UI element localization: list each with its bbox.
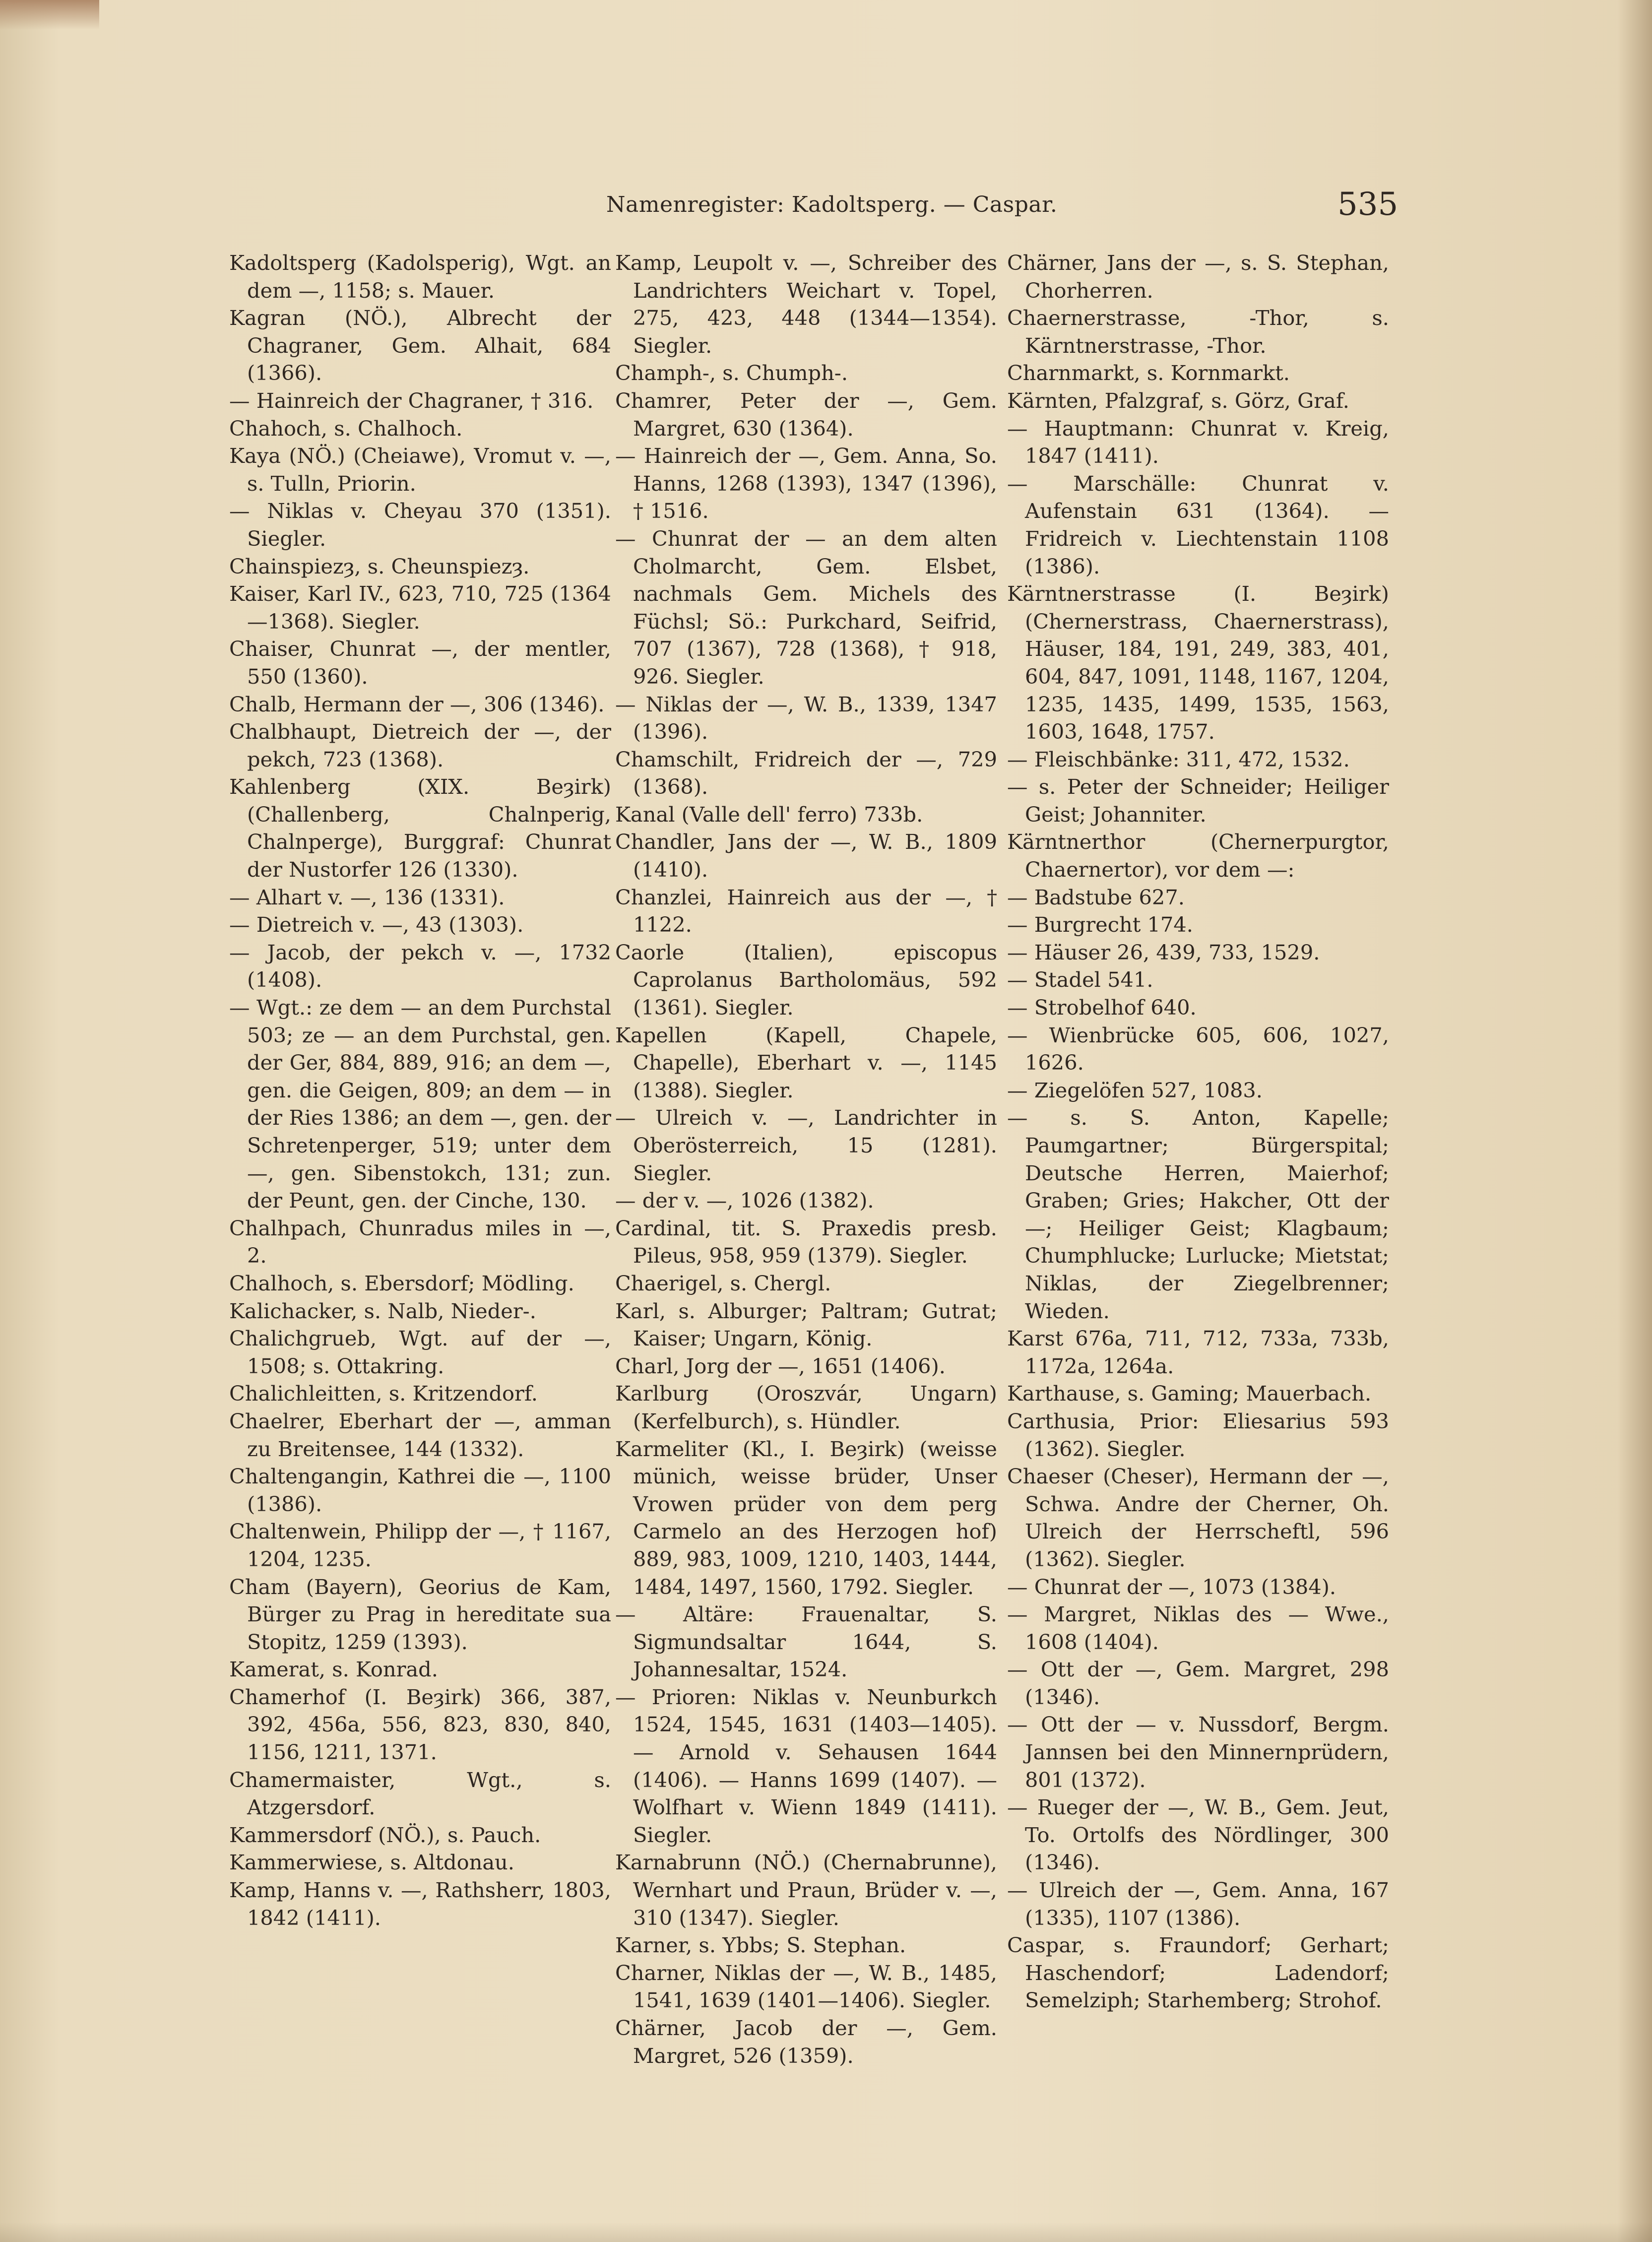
index-entry: Caspar, s. Fraundorf; Gerhart; Haschendorf; Ladendorf; Semelziph; Starhemberg; Strohof. [1007,1933,1389,2013]
index-entry: Chainspiezȝ, s. Cheunspiezȝ. [229,554,530,578]
index-entry: Charner, Niklas der —, W. B., 1485, 1541, 1639 (1401—1406). Siegler. [615,1960,997,2013]
index-entry: — Wienbrücke 605, 606, 1027, 1626. [1007,1023,1389,1075]
index-entry: Kalichacker, s. Nalb, Nieder-. [229,1298,536,1323]
index-entry: — Häuser 26, 439, 733, 1529. [1007,940,1320,964]
index-entry: Chalb, Hermann der —, 306 (1346). [229,692,605,716]
index-entry: Chaernerstrasse, -Thor, s. Kärntnerstrasse, -Thor. [1007,306,1389,358]
index-entry: Chamschilt, Fridreich der —, 729 (1368). [615,747,997,799]
index-entry: — Prioren: Niklas v. Neunburkch 1524, 1545, 1631 (1403—1405). — Arnold v. Sehausen 1644 (1406). — Hanns 1699 (1407). — Wolfhart v. Wienn 1849 (1411). Siegler. [615,1684,997,1847]
index-entry: — der v. —, 1026 (1382). [615,1188,874,1213]
index-entry: Charnmarkt, s. Kornmarkt. [1007,361,1290,385]
index-entry: Kammersdorf (NÖ.), s. Pauch. [229,1822,541,1847]
index-entry: Karst 676a, 711, 712, 733a, 733b, 1172a, 1264a. [1007,1326,1389,1378]
index-entry: — Strobelhof 640. [1007,995,1197,1020]
index-column-2 [615,249,997,2069]
index-column-3 [1007,249,1389,2014]
index-entry: — Alhart v. —, 136 (1331). [229,885,505,909]
index-entry: Kärnten, Pfalzgraf, s. Görz, Graf. [1007,388,1349,413]
index-entry: Kärntnerthor (Chernerpurgtor, Chaernertor), vor dem —: [1007,830,1389,882]
paper-stain [0,0,99,30]
index-entry: Chahoch, s. Chalhoch. [229,416,463,441]
index-entry: — Fleischbänke: 311, 472, 1532. [1007,747,1350,771]
index-entry: Karnabrunn (NÖ.) (Chernabrunne), Wernhart und Praun, Brüder v. —, 310 (1347). Siegler. [615,1850,997,1930]
index-entry: Kapellen (Kapell, Chapele, Chapelle), Eberhart v. —, 1145 (1388). Siegler. [615,1023,997,1102]
index-entry: — s. S. Anton, Kapelle; Paumgartner; Bürgerspital; Deutsche Herren, Maierhof; Graben; Gries; Hakcher, Ott der —; Heiliger Geist; Klagbaum; Chumphlucke; Lurlucke; Mietstat; Niklas, der Ziegelbrenner; Wieden. [1007,1105,1389,1323]
index-entry: — Burgrecht 174. [1007,912,1193,937]
index-entry: Kammerwiese, s. Altdonau. [229,1850,514,1875]
index-entry: Chalichgrueb, Wgt. auf der —, 1508; s. Ottakring. [229,1326,611,1378]
index-entry: Chanzlei, Hainreich aus der —, † 1122. [615,885,997,937]
index-entry: — Hainreich der —, Gem. Anna, So. Hanns, 1268 (1393), 1347 (1396), † 1516. [615,444,997,523]
index-entry: Karlburg (Oroszvár, Ungarn) (Kerfelburch), s. Hündler. [615,1381,997,1433]
index-entry: Chandler, Jans der —, W. B., 1809 (1410). [615,830,997,882]
index-entry: — Jacob, der pekch v. —, 1732 (1408). [229,940,611,992]
index-entry: — Chunrat der —, 1073 (1384). [1007,1574,1336,1599]
index-entry: Chalichleitten, s. Kritzendorf. [229,1381,538,1406]
index-entry: — Ziegelöfen 527, 1083. [1007,1078,1263,1102]
index-entry: Kagran (NÖ.), Albrecht der Chagraner, Gem. Alhait, 684 (1366). [229,306,611,385]
running-header: Namenregister: Kadoltsperg. — Caspar. [606,192,1058,217]
index-entry: Chaiser, Chunrat —, der mentler, 550 (1360). [229,637,611,689]
index-entry: — Badstube 627. [1007,885,1185,909]
index-entry: Kahlenberg (XIX. Beȝirk) (Challenberg, Chalnperig, Chalnperge), Burggraf: Chunrat der Nustorfer 126 (1330). [229,774,611,882]
index-entry: Karner, s. Ybbs; S. Stephan. [615,1933,906,1958]
index-entry: Caorle (Italien), episcopus Caprolanus Bartholomäus, 592 (1361). Siegler. [615,940,997,1020]
index-entry: — Altäre: Frauenaltar, S. Sigmundsaltar 1644, S. Johannesaltar, 1524. [615,1602,997,1682]
index-entry: — Marschälle: Chunrat v. Aufenstain 631 (1364). — Fridreich v. Liechtenstain 1108 (1386). [1007,471,1389,578]
page-bottom-shadow [0,2222,1652,2242]
index-entry: Kaya (NÖ.) (Cheiawe), Vromut v. —, s. Tulln, Priorin. [229,444,611,496]
index-entry: — Wgt.: ze dem — an dem Purchstal 503; ze — an dem Purchstal, gen. der Ger, 884, 889, 916; an dem —, gen. die Geigen, 809; an dem — in der Ries 1386; an dem —, gen. der Schretenperger, 519; unter dem —, gen. Sibenstokch, 131; zun. der Peunt, gen. der Cinche, 130. [229,995,611,1213]
index-entry: Kadoltsperg (Kadolsperig), Wgt. an dem —, 1158; s. Mauer. [229,251,611,303]
index-entry: Karmeliter (Kl., I. Beȝirk) (weisse münich, weisse brüder, Unser Vrowen prüder von dem perg Carmelo an des Herzogen hof) 889, 983, 1009, 1210, 1403, 1444, 1484, 1497, 1560, 1792. Siegler. [615,1436,997,1599]
index-entry: Karl, s. Alburger; Paltram; Gutrat; Kaiser; Ungarn, König. [615,1298,997,1351]
index-entry: — Niklas v. Cheyau 370 (1351). Siegler. [229,499,611,551]
index-entry: Carthusia, Prior: Eliesarius 593 (1362). Siegler. [1007,1409,1389,1461]
index-entry: — s. Peter der Schneider; Heiliger Geist; Johanniter. [1007,774,1389,827]
index-entry: Kamp, Leupolt v. —, Schreiber des Landrichters Weichart v. Topel, 275, 423, 448 (1344—1354). Siegler. [615,251,997,358]
index-entry: — Ott der — v. Nussdorf, Bergm. Jannsen bei den Minnernprüdern, 801 (1372). [1007,1712,1389,1792]
page-edge-shadow [1617,0,1652,2242]
index-entry: Chalhpach, Chunradus miles in —, 2. [229,1216,611,1268]
index-entry: — Hauptmann: Chunrat v. Kreig, 1847 (1411). [1007,416,1389,468]
index-entry: Chaeser (Cheser), Hermann der —, Schwa. Andre der Cherner, Oh. Ulreich der Herrscheftl, 596 (1362). Siegler. [1007,1464,1389,1571]
index-entry: — Chunrat der — an dem alten Cholmarcht, Gem. Elsbet, nachmals Gem. Michels des Füchsl; Sö.: Purkchard, Seifrid, 707 (1367), 728 (1368), † 918, 926. Siegler. [615,526,997,689]
index-entry: Chaltengangin, Kathrei die —, 1100 (1386). [229,1464,611,1516]
index-entry: Chamrer, Peter der —, Gem. Margret, 630 (1364). [615,388,997,441]
index-entry: — Ulreich der —, Gem. Anna, 167 (1335), 1107 (1386). [1007,1878,1389,1930]
index-entry: Charl, Jorg der —, 1651 (1406). [615,1353,946,1378]
index-entry: — Ott der —, Gem. Margret, 298 (1346). [1007,1657,1389,1709]
index-entry: Kanal (Valle dell' ferro) 733b. [615,802,923,827]
index-entry: Karthause, s. Gaming; Mauerbach. [1007,1381,1372,1406]
index-entry: Chaelrer, Eberhart der —, amman zu Breitensee, 144 (1332). [229,1409,611,1461]
index-entry: — Stadel 541. [1007,967,1153,992]
index-entry: Chärner, Jacob der —, Gem. Margret, 526 (1359). [615,2016,997,2068]
index-entry: Kamp, Hanns v. —, Rathsherr, 1803, 1842 (1411). [229,1878,611,1930]
index-entry: Chärner, Jans der —, s. S. Stephan, Chorherren. [1007,251,1389,303]
index-entry: Kaiser, Karl IV., 623, 710, 725 (1364—1368). Siegler. [229,581,611,634]
index-entry: Chamermaister, Wgt., s. Atzgersdorf. [229,1767,611,1820]
index-entry: Chaltenwein, Philipp der —, † 1167, 1204, 1235. [229,1519,611,1571]
page-number: 535 [1337,186,1398,223]
index-entry: — Hainreich der Chagraner, † 316. [229,388,594,413]
index-entry: — Rueger der —, W. B., Gem. Jeut, To. Ortolfs des Nördlinger, 300 (1346). [1007,1795,1389,1875]
index-entry: Champh-, s. Chumph-. [615,361,848,385]
index-column-1 [229,249,611,1931]
index-entry: — Ulreich v. —, Landrichter in Oberösterreich, 15 (1281). Siegler. [615,1105,997,1185]
index-entry: — Niklas der —, W. B., 1339, 1347 (1396). [615,692,997,744]
index-entry: Chaerigel, s. Chergl. [615,1271,831,1295]
index-entry: — Dietreich v. —, 43 (1303). [229,912,524,937]
index-entry: Kamerat, s. Konrad. [229,1657,438,1682]
index-entry: Cardinal, tit. S. Praxedis presb. Pileus, 958, 959 (1379). Siegler. [615,1216,997,1268]
index-entry: Chalhoch, s. Ebersdorf; Mödling. [229,1271,574,1295]
index-entry: Chalbhaupt, Dietreich der —, der pekch, 723 (1368). [229,719,611,771]
index-entry: Kärntnerstrasse (I. Beȝirk) (Chernerstrass, Chaernerstrass), Häuser, 184, 191, 249, 383, 401, 604, 847, 1091, 1148, 1167, 1204, 1235, 1435, 1499, 1535, 1563, 1603, 1648, 1757. [1007,581,1389,744]
index-entry: Cham (Bayern), Georius de Kam, Bürger zu Prag in hereditate sua Stopitz, 1259 (1393). [229,1574,611,1654]
index-entry: — Margret, Niklas des — Wwe., 1608 (1404). [1007,1602,1389,1654]
index-entry: Chamerhof (I. Beȝirk) 366, 387, 392, 456a, 556, 823, 830, 840, 1156, 1211, 1371. [229,1684,611,1765]
